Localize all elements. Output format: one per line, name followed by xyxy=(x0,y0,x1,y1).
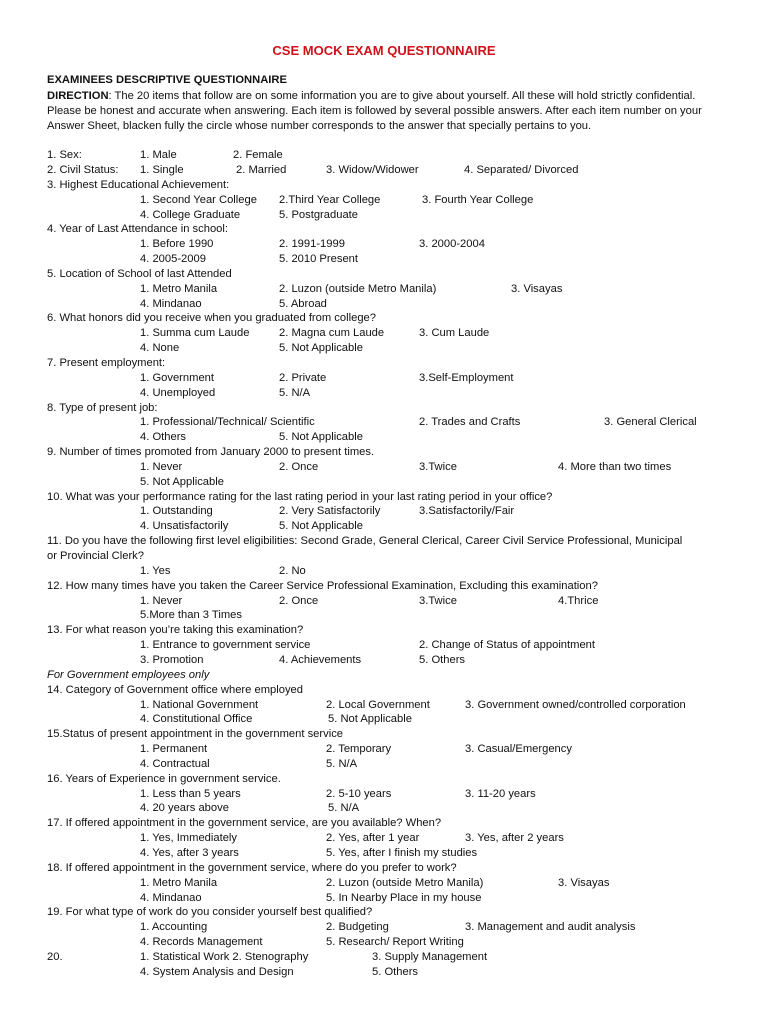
answer-option: 3. Promotion xyxy=(140,654,204,666)
direction-paragraph xyxy=(47,89,727,134)
answer-option: 5. Abroad xyxy=(279,298,327,310)
answer-option: 3. Yes, after 2 years xyxy=(465,832,564,844)
answer-option: 5. Yes, after I finish my studies xyxy=(326,847,478,859)
question-text: 14. Category of Government office where employed xyxy=(47,684,304,696)
answer-option: 1. Summa cum Laude xyxy=(140,327,250,339)
answer-option: 4. Constitutional Office xyxy=(140,713,253,725)
answer-option: 4. Contractual xyxy=(140,758,210,770)
answer-option: 2. Luzon (outside Metro Manila) xyxy=(279,283,437,295)
questionnaire-subtitle: EXAMINEES DESCRIPTIVE QUESTIONNAIRE xyxy=(47,74,287,86)
question-text: 15.Status of present appointment in the government service xyxy=(47,728,344,740)
answer-option: 3. Widow/Widower xyxy=(326,164,419,176)
answer-option: 5. Not Applicable xyxy=(140,476,224,488)
answer-option: 1. Permanent xyxy=(140,743,208,755)
question-text: 6. What honors did you receive when you graduated from college? xyxy=(47,312,376,324)
direction-text: : The 20 items that follow are on some information you are to give about yourself. All these will hold strictly confidential. Please be honest and accurate when answering. Each item is followed by several possible answers. After each item number on your Answer Sheet, blacken fully the circle whose number corresponds to the answer that specially pertains to you. xyxy=(47,90,702,132)
answer-option: 3.Satisfactorily/Fair xyxy=(419,505,515,517)
answer-option: 2.Third Year College xyxy=(279,194,381,206)
question-text: 8. Type of present job: xyxy=(47,402,158,414)
answer-option: 2. Local Government xyxy=(326,699,430,711)
answer-option: 5. N/A xyxy=(328,802,360,814)
section-note: For Government employees only xyxy=(47,669,210,681)
answer-option: 1. Professional/Technical/ Scientific xyxy=(140,416,315,428)
answer-option: 1. Entrance to government service xyxy=(140,639,311,651)
answer-option: 3. 2000-2004 xyxy=(419,238,485,250)
answer-option: 5.More than 3 Times xyxy=(140,609,242,621)
answer-option: 1. Metro Manila xyxy=(140,877,218,889)
answer-option: 1. Government xyxy=(140,372,214,384)
answer-option: 3. General Clerical xyxy=(604,416,697,428)
answer-option: 3.Twice xyxy=(419,461,457,473)
answer-option: 1. Second Year College xyxy=(140,194,257,206)
answer-option: 4. Mindanao xyxy=(140,298,202,310)
answer-option: 4. College Graduate xyxy=(140,209,241,221)
answer-option: 1. Metro Manila xyxy=(140,283,218,295)
answer-option: 5. N/A xyxy=(279,387,311,399)
answer-option: 3. Visayas xyxy=(558,877,610,889)
answer-option: 3. Fourth Year College xyxy=(422,194,534,206)
answer-option: 4. Mindanao xyxy=(140,892,202,904)
question-text: 9. Number of times promoted from January 2000 to present times. xyxy=(47,446,375,458)
answer-option: 4. System Analysis and Design xyxy=(140,966,294,978)
answer-option: 2. Budgeting xyxy=(326,921,389,933)
answer-option: 1. Single xyxy=(140,164,184,176)
question-text: 19. For what type of work do you consider yourself best qualified? xyxy=(47,906,373,918)
answer-option: 3. Casual/Emergency xyxy=(465,743,572,755)
answer-option: 2. Once xyxy=(279,595,319,607)
answer-option: 4. Achievements xyxy=(279,654,362,666)
answer-option: 2. Very Satisfactorily xyxy=(279,505,381,517)
answer-option: 2. Married xyxy=(236,164,287,176)
answer-option: 4. Unemployed xyxy=(140,387,216,399)
answer-option: 5. In Nearby Place in my house xyxy=(326,892,482,904)
question-text: 7. Present employment: xyxy=(47,357,166,369)
direction-label: DIRECTION xyxy=(47,90,109,102)
answer-option: 1. Yes, Immediately xyxy=(140,832,238,844)
answer-option: 4. Yes, after 3 years xyxy=(140,847,239,859)
question-text: 16. Years of Experience in government service. xyxy=(47,773,281,785)
answer-option: 5. Not Applicable xyxy=(279,342,363,354)
answer-option: 5. Not Applicable xyxy=(328,713,412,725)
answer-option: 2. No xyxy=(279,565,306,577)
question-text: 13. For what reason you’re taking this examination? xyxy=(47,624,304,636)
answer-option: 3. Cum Laude xyxy=(419,327,490,339)
answer-option: 1. Yes xyxy=(140,565,171,577)
answer-option: 4. None xyxy=(140,342,180,354)
answer-option: 2. 5-10 years xyxy=(326,788,392,800)
question-text: 3. Highest Educational Achievement: xyxy=(47,179,230,191)
answer-option: 1. Male xyxy=(140,149,177,161)
answer-option: 4.Thrice xyxy=(558,595,599,607)
answer-option: 3. 11-20 years xyxy=(465,788,536,800)
answer-option: 4. Unsatisfactorily xyxy=(140,520,229,532)
answer-option: 2. 1991-1999 xyxy=(279,238,345,250)
answer-option: 3. Government owned/controlled corporation xyxy=(465,699,686,711)
answer-option: 2. Once xyxy=(279,461,319,473)
answer-option: 2. Luzon (outside Metro Manila) xyxy=(326,877,484,889)
answer-option: 5. Others xyxy=(372,966,419,978)
answer-option: 1. Less than 5 years xyxy=(140,788,241,800)
answer-option: 3. Visayas xyxy=(511,283,563,295)
answer-option: 2. Private xyxy=(279,372,327,384)
answer-option: 4. More than two times xyxy=(558,461,672,473)
question-text: 20. xyxy=(47,951,63,963)
answer-option: 5. Postgraduate xyxy=(279,209,358,221)
question-text: or Provincial Clerk? xyxy=(47,550,144,562)
answer-option: 1. Statistical Work 2. Stenography xyxy=(140,951,309,963)
answer-option: 3.Twice xyxy=(419,595,457,607)
question-text: 1. Sex: xyxy=(47,149,82,161)
answer-option: 1. National Government xyxy=(140,699,259,711)
question-text: 18. If offered appointment in the government service, where do you prefer to work? xyxy=(47,862,457,874)
answer-option: 2. Yes, after 1 year xyxy=(326,832,420,844)
answer-option: 2. Female xyxy=(233,149,283,161)
answer-option: 2. Magna cum Laude xyxy=(279,327,385,339)
answer-option: 5. N/A xyxy=(326,758,358,770)
question-text: 10. What was your performance rating for the last rating period in your last rating period in your office? xyxy=(47,491,553,503)
question-text: 12. How many times have you taken the Career Service Professional Examination, Excluding this examination? xyxy=(47,580,598,592)
answer-option: 3. Supply Management xyxy=(372,951,488,963)
answer-option: 4. Records Management xyxy=(140,936,263,948)
answer-option: 5. Research/ Report Writing xyxy=(326,936,464,948)
question-text: 4. Year of Last Attendance in school: xyxy=(47,223,228,235)
answer-option: 2. Temporary xyxy=(326,743,392,755)
answer-option: 2. Change of Status of appointment xyxy=(419,639,596,651)
answer-option: 4. 2005-2009 xyxy=(140,253,206,265)
answer-option: 1. Before 1990 xyxy=(140,238,214,250)
answer-option: 5. Others xyxy=(419,654,466,666)
page-title: CSE MOCK EXAM QUESTIONNAIRE xyxy=(272,43,496,58)
answer-option: 4. Others xyxy=(140,431,187,443)
question-text: 5. Location of School of last Attended xyxy=(47,268,232,280)
answer-option: 1. Outstanding xyxy=(140,505,213,517)
answer-option: 1. Accounting xyxy=(140,921,208,933)
answer-option: 5. Not Applicable xyxy=(279,520,363,532)
answer-option: 1. Never xyxy=(140,595,183,607)
answer-option: 2. Trades and Crafts xyxy=(419,416,521,428)
answer-option: 3.Self-Employment xyxy=(419,372,514,384)
answer-option: 4. 20 years above xyxy=(140,802,229,814)
answer-option: 4. Separated/ Divorced xyxy=(464,164,579,176)
answer-option: 3. Management and audit analysis xyxy=(465,921,636,933)
question-text: 2. Civil Status: xyxy=(47,164,119,176)
question-text: 17. If offered appointment in the government service, are you available? When? xyxy=(47,817,442,829)
answer-option: 5. Not Applicable xyxy=(279,431,363,443)
question-text: 11. Do you have the following first level eligibilities: Second Grade, General Clerical, Career Civil Service Professional, Municipal xyxy=(47,535,683,547)
answer-option: 1. Never xyxy=(140,461,183,473)
answer-option: 5. 2010 Present xyxy=(279,253,358,265)
